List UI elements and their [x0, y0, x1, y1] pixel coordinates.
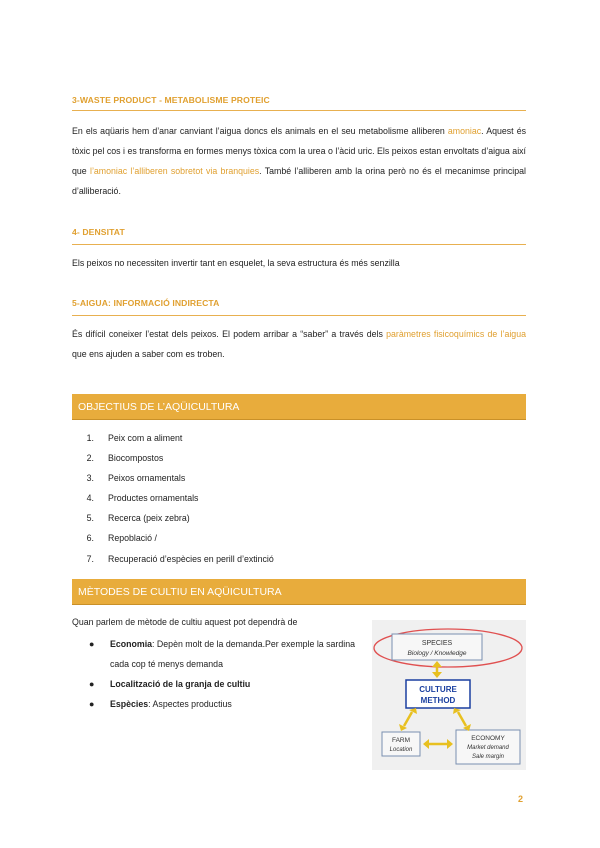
economy-subtitle-1: Market demand — [467, 745, 509, 751]
text-run: És difícil coneixer l’estat dels peixos. El podem arribar a “saber” a través dels — [72, 329, 387, 339]
arrow-species-to-method-icon — [432, 661, 442, 678]
list-text: Recerca (peix zebra) — [108, 513, 190, 524]
bullet-icon: ● — [89, 679, 95, 689]
list-number: 4. — [86, 493, 94, 504]
text-run: En els aqüaris hem d’anar canviant l’aigua doncs els animals en el seu metabolisme alliberen — [72, 126, 448, 136]
list-item — [72, 468, 274, 488]
economy-title: ECONOMY — [471, 735, 505, 742]
method-label: METHOD — [420, 696, 456, 705]
list-item — [72, 694, 368, 714]
section-4-title: 4- DENSITAT — [72, 227, 125, 237]
text-run: que ens ajuden a saber com es troben. — [72, 349, 225, 359]
page-number: 2 — [518, 794, 524, 804]
list-number: 7. — [86, 553, 94, 564]
section-3-title: 3-WASTE PRODUCT - METABOLISME PROTEIC — [72, 95, 270, 105]
list-text: Recuperació d’espècies en perill d’extinció — [108, 553, 274, 564]
farm-subtitle: Location — [389, 747, 413, 753]
metodes-heading-bar: MÈTODES DE CULTIU EN AQÜICULTURA — [72, 579, 526, 605]
list-number: 1. — [86, 433, 94, 443]
list-item — [72, 448, 274, 468]
section-3-rule — [72, 110, 526, 111]
bullet-bold: Espècies — [110, 699, 149, 709]
objectius-list — [72, 428, 274, 569]
bullet-bold: Localització de la granja de cultiu — [110, 679, 251, 689]
culture-label: CULTURE — [419, 685, 457, 694]
arrow-method-to-farm-icon — [399, 708, 417, 731]
list-text: Biocompostos — [108, 453, 164, 464]
culture-method-diagram — [372, 620, 526, 770]
list-item — [72, 508, 274, 528]
section-4-paragraph: Els peixos no necessiten invertir tant en esquelet, la seva estructura és més senzilla — [72, 258, 400, 268]
list-item — [72, 634, 368, 674]
list-item — [72, 428, 274, 448]
section-5-title: 5-AIGUA: INFORMACIÓ INDIRECTA — [72, 298, 220, 308]
bullet-text: : Depèn molt de la demanda.Per exemple la sardina cada cop té menys demanda — [110, 639, 355, 669]
species-subtitle: Biology / Knowledge — [407, 650, 467, 657]
list-item — [72, 488, 274, 508]
list-number: 3. — [86, 473, 94, 484]
text-run: . Aquest és tòxic pel cos i es transforma en formes menys tòxica com la urea o l’àcid uric. Els peixos estan envoltats d’aigua així que — [72, 126, 526, 176]
highlight-branquies: l’amoniac l’alliberen sobretot via branquies — [89, 166, 260, 176]
section-3-paragraph — [72, 121, 526, 201]
list-text: Peixos ornamentals — [108, 473, 186, 484]
list-text: Repoblació / — [108, 533, 157, 544]
metodes-intro: Quan parlem de mètode de cultiu aquest pot dependrà de — [72, 617, 298, 627]
farm-title: FARM — [391, 737, 411, 744]
diagram-svg — [372, 620, 526, 770]
list-item — [72, 674, 368, 694]
bullet-icon: ● — [89, 639, 95, 649]
section-5-rule — [72, 315, 526, 316]
bullet-bold: Economia — [110, 639, 153, 649]
highlight-amoniac: amoniac — [447, 126, 482, 136]
section-4-rule — [72, 244, 526, 245]
list-item — [72, 549, 274, 569]
species-title: SPECIES — [421, 640, 453, 647]
list-text: Productes ornamentals — [108, 493, 199, 504]
economy-subtitle-2: Sale margin — [471, 754, 505, 760]
section-5-paragraph — [72, 324, 526, 364]
bullet-text: : Aspectes productius — [148, 699, 232, 709]
list-number: 5. — [86, 513, 94, 524]
highlight-parametres: paràmetres fisicoquímics de l’aigua — [386, 329, 526, 339]
arrow-farm-economy-icon — [423, 739, 453, 749]
list-text: Peix com a aliment — [108, 433, 183, 443]
list-number: 6. — [86, 533, 94, 544]
objectius-heading-bar: OBJECTIUS DE L’AQÜICULTURA — [72, 394, 526, 420]
list-number: 2. — [86, 453, 94, 464]
text-run: . També l’alliberen amb la orina però no és el mecanimse principal d’alliberació. — [72, 166, 527, 196]
list-item — [72, 528, 274, 548]
bullet-icon: ● — [89, 699, 95, 709]
metodes-bullet-list — [72, 634, 368, 714]
arrow-method-to-economy-icon — [453, 708, 471, 731]
